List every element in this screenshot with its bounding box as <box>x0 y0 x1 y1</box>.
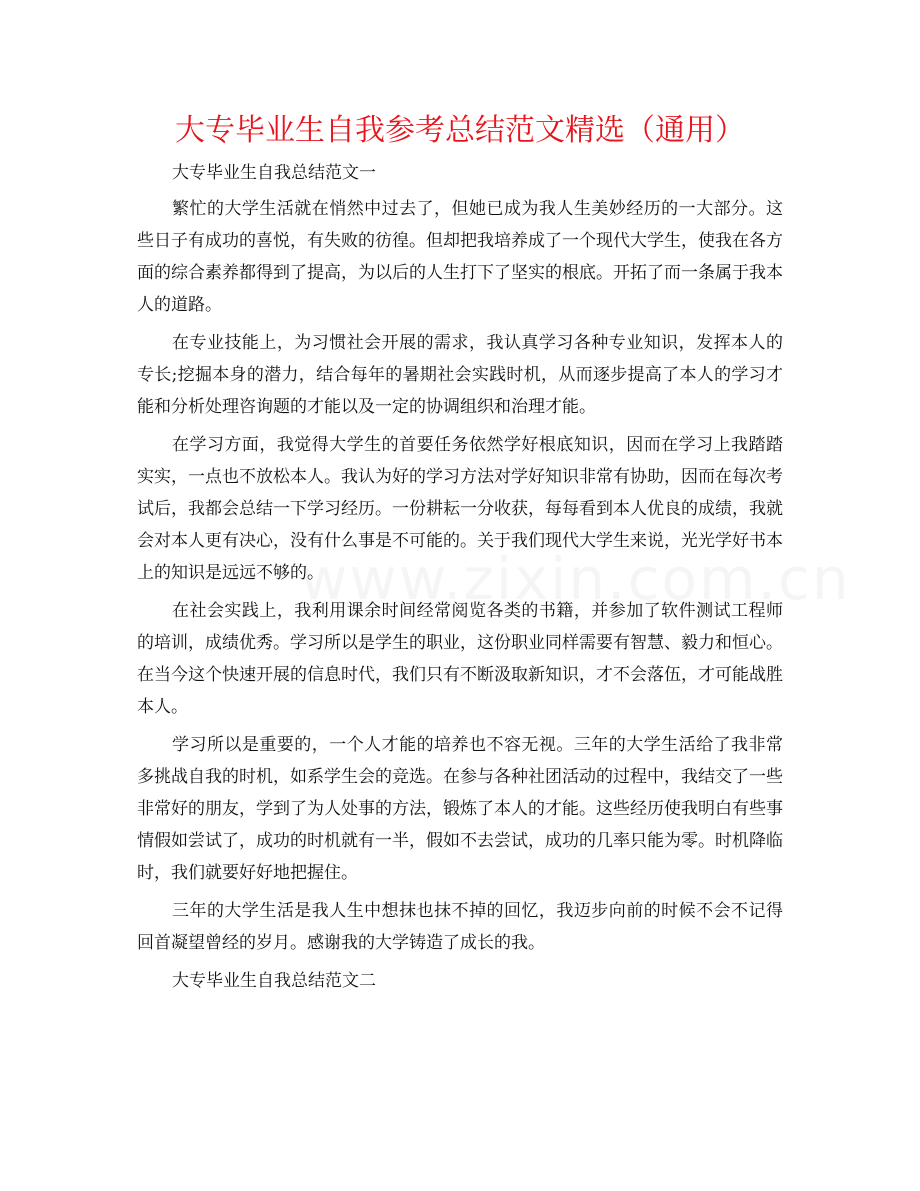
paragraph-2: 在专业技能上，为习惯社会开展的需求，我认真学习各种专业知识，发挥本人的专长;挖掘本身的潜力，结合每年的暑期社会实践时机，从而逐步提高了本人的学习才能和分析处理咨询题的才能以及一定的协调组织和治理才能。 <box>137 333 783 417</box>
paragraph-5: 学习所以是重要的，一个人才能的培养也不容无视。三年的大学生活给了我非常多挑战自我的时机，如系学生会的竞选。在参与各种社团活动的过程中，我结交了一些非常好的朋友，学到了为人处事的方法，锻炼了本人的才能。这些经历使我明白有些事情假如尝试了，成功的时机就有一半，假如不去尝试，成功的几率只能为零。时机降临时，我们就要好好地把握住。 <box>137 735 783 883</box>
paragraph-1: 繁忙的大学生活就在悄然中过去了，但她已成为我人生美妙经历的一大部分。这些日子有成功的喜悦，有失败的彷徨。但却把我培养成了一个现代大学生，使我在各方面的综合素养都得到了提高，为以后的人生打下了坚实的根底。开拓了而一条属于我本人的道路。 <box>137 199 783 315</box>
section-heading-1: 大专毕业生自我总结范文一 <box>172 163 376 183</box>
paragraph-3: 在学习方面，我觉得大学生的首要任务依然学好根底知识，因而在学习上我踏踏实实，一点也不放松本人。我认为好的学习方法对学好知识非常有协助，因而在每次考试后，我都会总结一下学习经历。一份耕耘一分收获，每每看到本人优良的成绩，我就会对本人更有决心，没有什么事是不可能的。关于我们现代大学生来说，光光学好书本上的知识是远远不够的。 <box>137 435 783 583</box>
section-heading-2: 大专毕业生自我总结范文二 <box>172 971 376 991</box>
paragraph-4: 在社会实践上，我利用课余时间经常阅览各类的书籍，并参加了软件测试工程师的培训，成绩优秀。学习所以是学生的职业，这份职业同样需要有智慧、毅力和恒心。在当今这个快速开展的信息时代，我们只有不断汲取新知识，才不会落伍，才可能战胜本人。 <box>137 601 783 717</box>
document-body <box>137 157 783 1001</box>
paragraph-6: 三年的大学生活是我人生中想抹也抹不掉的回忆，我迈步向前的时候不会不记得回首凝望曾经的岁月。感谢我的大学铸造了成长的我。 <box>137 901 783 953</box>
document-title: 大专毕业生自我参考总结范文精选（通用） <box>175 113 745 148</box>
